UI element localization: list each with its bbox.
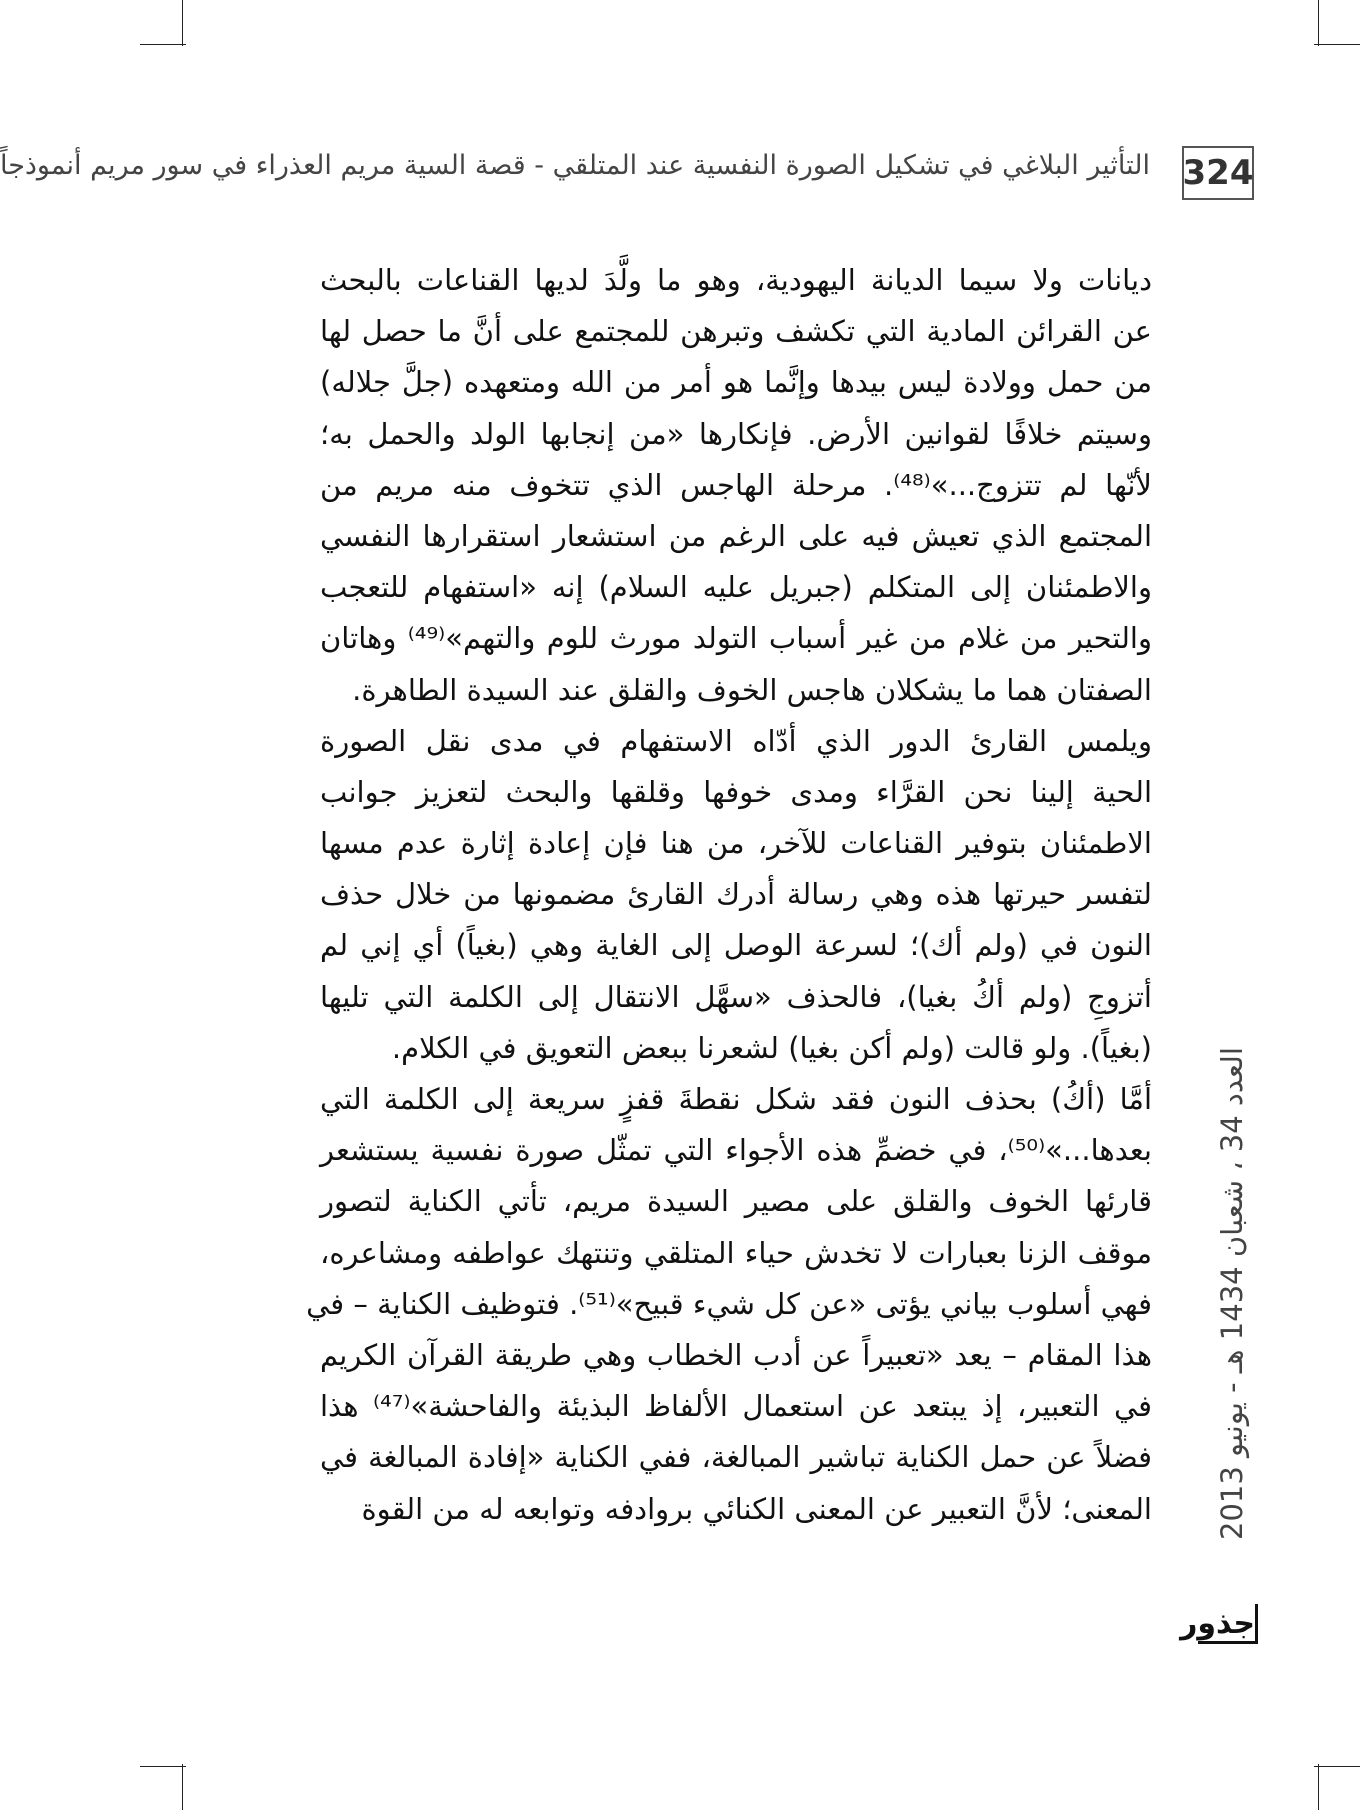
text-line: والتحير من غلام من غير أسباب التولد مورث للوم والتهم»⁽⁴⁹⁾ وهاتان (320, 621, 1152, 656)
article-body (306, 255, 1152, 1535)
crop-mark (1314, 1766, 1360, 1767)
text-line: النون في (ولم أك)؛ لسرعة الوصل إلى الغاية وهي (بغياً) أي إني لم (320, 928, 1152, 963)
text-line: فضلاً عن حمل الكناية تباشير المبالغة، ففي الكناية «إفادة المبالغة في (320, 1440, 1152, 1475)
page-number: 324 (1182, 146, 1254, 200)
text-line: الحية إلينا نحن القرَّاء ومدى خوفها وقلقها والبحث لتعزيز جوانب (320, 774, 1152, 809)
text-line: هذا المقام – يعد «تعبيراً عن أدب الخطاب وهي طريقة القرآن الكريم (320, 1337, 1152, 1372)
issue-info: العدد 34 ، شعبان 1434 هـ - يونيو 2013 (1215, 1047, 1249, 1540)
text-line: لأنّها لم تتزوج...»⁽⁴⁸⁾. مرحلة الهاجس الذي تتخوف منه مريم من (320, 467, 1152, 502)
crop-mark (182, 1764, 183, 1810)
text-line: أمَّا (أكُ) بحذف النون فقد شكل نقطةَ قفزٍ سريعة إلى الكلمة التي (320, 1082, 1152, 1116)
text-line: لتفسر حيرتها هذه وهي رسالة أدرك القارئ مضمونها من خلال حذف (320, 877, 1152, 912)
crop-mark (140, 44, 186, 45)
text-line: قارئها الخوف والقلق على مصير السيدة مريم، تأتي الكناية لتصور (320, 1184, 1152, 1219)
text-line: (بغياً). ولو قالت (ولم أكن بغيا) لشعرنا ببعض التعويق في الكلام. (391, 1030, 1152, 1065)
text-line: والاطمئنان إلى المتكلم (جبريل عليه السلام) إنه «استفهام للتعجب (320, 570, 1152, 605)
text-line: عن القرائن المادية التي تكشف وتبرهن للمجتمع على أنَّ ما حصل لها (320, 314, 1152, 349)
text-line: وسيتم خلافًا لقوانين الأرض. فإنكارها «من إنجابها الولد والحمل به؛ (320, 416, 1152, 451)
text-line: الاطمئنان بتوفير القناعات للآخر، من هنا فإن إعادة إثارة عدم مسها (320, 826, 1152, 861)
text-line: أتزوجِ (ولم أكُ بغيا)، فالحذف «سهَّل الانتقال إلى الكلمة التي تليها (320, 979, 1152, 1014)
crop-mark (140, 1766, 186, 1767)
crop-mark (1318, 0, 1319, 46)
text-line: في التعبير، إذ يبتعد عن استعمال الألفاظ البذيئة والفاحشة»⁽⁴⁷⁾ هذا (320, 1389, 1152, 1424)
text-line: فهي أسلوب بياني يؤتى «عن كل شيء قبيح»⁽⁵¹⁾. فتوظيف الكناية – في (306, 1286, 1152, 1321)
crop-mark (182, 0, 183, 46)
running-title: التأثير البلاغي في تشكيل الصورة النفسية عند المتلقي - قصة السية مريم العذراء في سور مريم أنموذجاً (0, 150, 1150, 181)
text-line: المعنى؛ لأنَّ التعبير عن المعنى الكنائي بروادفه وتوابعه له من القوة (361, 1491, 1152, 1526)
text-line: بعدها...»⁽⁵⁰⁾، في خضمِّ هذه الأجواء التي تمثّل صورة نفسية يستشعر (320, 1133, 1152, 1168)
crop-mark (1318, 1764, 1319, 1810)
journal-logo: جذور (1198, 1604, 1258, 1644)
text-line: ديانات ولا سيما الديانة اليهودية، وهو ما ولَّدَ لديها القناعات بالبحث (320, 263, 1152, 297)
text-line: موقف الزنا بعبارات لا تخدش حياء المتلقي وتنتهك عواطفه ومشاعره، (320, 1235, 1152, 1270)
text-line: الصفتان هما ما يشكلان هاجس الخوف والقلق عند السيدة الطاهرة. (352, 672, 1152, 707)
text-line: المجتمع الذي تعيش فيه على الرغم من استشعار استقرارها النفسي (320, 518, 1152, 553)
text-line: ويلمس القارئ الدور الذي أدّاه الاستفهام في مدى نقل الصورة (320, 723, 1152, 758)
text-line: من حمل وولادة ليس بيدها وإنَّما هو أمر من الله ومتعهده (جلَّ جلاله) (320, 365, 1152, 400)
crop-mark (1314, 44, 1360, 45)
